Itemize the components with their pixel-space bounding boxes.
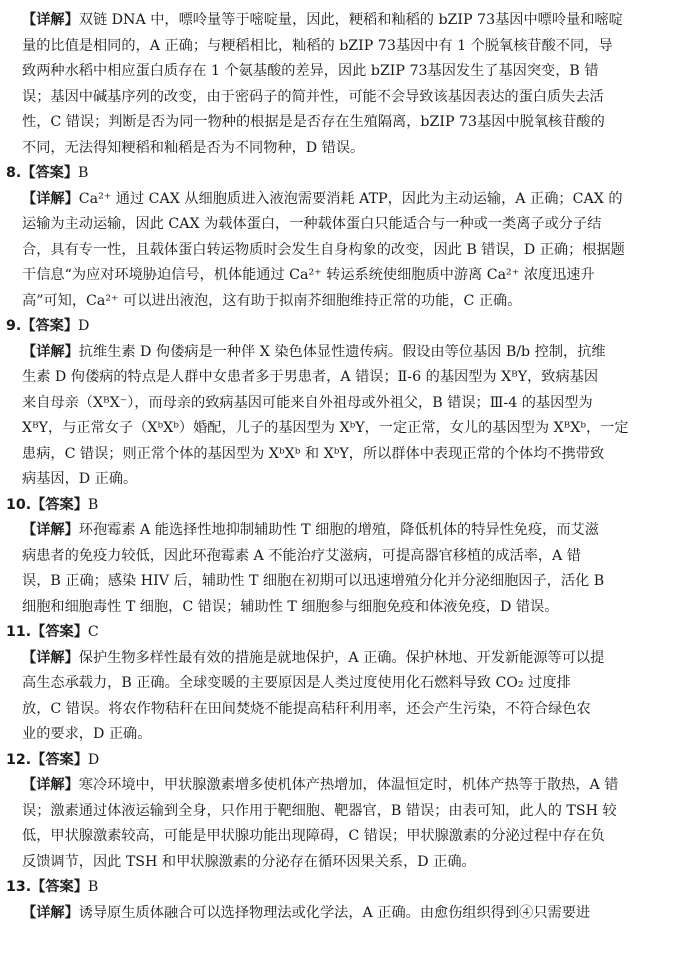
detail-label: 【详解】 — [22, 343, 79, 360]
explanation-line: 致两种水稻中相应蛋白质存在 1 个氨基酸的差异，因此 bZIP 73基因发生了基因突变，B 错 — [22, 63, 599, 79]
answer-line — [6, 622, 99, 642]
answer-label: 【答案】 — [31, 624, 88, 640]
question-number: 11. — [6, 624, 32, 640]
explanation-line: 误，B 正确；感染 HIV 后，辅助性 T 细胞在初期可以迅速增殖分化并分泌细胞因子，活化 B — [22, 573, 605, 589]
answer-label: 【答案】 — [31, 879, 88, 895]
explanation-line: 误；基因中碱基序列的改变，由于密码子的简并性，可能不会导致该基因表达的蛋白质失去活 — [22, 88, 604, 105]
answer-line — [6, 495, 98, 515]
explanation-line: 干信息“为应对环境胁迫信号，机体能通过 Ca²⁺ 转运系统使细胞质中游离 Ca²⁺ 浓度迅速升 — [22, 267, 595, 283]
answer-line — [6, 163, 88, 183]
explanation-line: 性，C 错误；判断是否为同一物种的根据是是否存在生殖隔离，bZIP 73基因中脱氧核苷酸的 — [22, 114, 605, 130]
answer-value: B — [87, 879, 99, 895]
explanation-line: 量的比值是相同的，A 正确；与粳稻相比，籼稻的 bZIP 73基因中有 1 个脱氧核苷酸不同，导 — [22, 37, 613, 54]
answer-value: D — [87, 751, 100, 768]
explanation-line: 【详解】诱导原生质体融合可以选择物理法或化学法，A 正确。由愈伤组织得到④只需要进 — [22, 904, 591, 921]
explanation-line: 细胞和细胞毒性 T 细胞，C 错误；辅助性 T 细胞参与细胞免疫和体液免疫，D 错误。 — [22, 598, 559, 615]
explanation-line: 【详解】Ca²⁺ 通过 CAX 从细胞质进入液泡需要消耗 ATP，因此为主动运输，A 正确；CAX 的 — [22, 190, 623, 207]
explanation-line: 低，甲状腺激素较高，可能是甲状腺功能出现障碍，C 错误；甲状腺激素的分泌过程中存在负 — [22, 828, 605, 844]
answer-line — [6, 877, 98, 897]
explanation-line: 【详解】抗维生素 D 佝偻病是一种伴 X 染色体显性遗传病。假设由等位基因 B/b 控制，抗维 — [22, 343, 606, 360]
answer-label: 【答案】 — [31, 751, 88, 768]
explanation-line: 病患者的免疫力较低，因此环孢霉素 A 不能治疗艾滋病，可提高器官移植的成活率，A 错 — [22, 547, 581, 564]
answer-value: D — [78, 318, 90, 334]
explanation-line: 【详解】寒冷环境中，甲状腺激素增多使机体产热增加，体温恒定时，机体产热等于散热，A 错 — [22, 777, 619, 793]
explanation-line: 放，C 错误。将农作物秸秆在田间焚烧不能提高秸秆利用率，还会产生污染，不符合绿色农 — [22, 700, 591, 717]
explanation-line: 来自母亲（XᴮX⁻），而母亲的致病基因可能来自外祖母或外祖父，B 错误；Ⅲ-4 的基因型为 — [22, 394, 593, 411]
detail-label: 【详解】 — [22, 904, 79, 921]
answer-line — [6, 750, 99, 770]
explanation-line: 生素 D 佝偻病的特点是人群中女患者多于男患者，A 错误；Ⅱ-6 的基因型为 XᴮY，致病基因 — [22, 369, 599, 385]
question-number: 10. — [6, 496, 32, 513]
detail-label: 【详解】 — [22, 649, 79, 666]
explanation-line: 病基因，D 正确。 — [22, 471, 138, 487]
explanation-line: 患病，C 错误；则正常个体的基因型为 XᵇXᵇ 和 XᵇY，所以群体中表现正常的个体均不携带致 — [22, 445, 605, 462]
question-number: 9. — [6, 318, 22, 334]
question-number: 12. — [6, 751, 32, 768]
question-number: 13. — [6, 879, 32, 895]
question-number: 8. — [6, 165, 22, 181]
explanation-line: 【详解】双链 DNA 中，嘌呤量等于嘧啶量，因此，粳稻和籼稻的 bZIP 73基因中嘌呤量和嘧啶 — [22, 12, 623, 28]
explanation-line: 【详解】环孢霉素 A 能选择性地抑制辅助性 T 细胞的增殖，降低机体的特异性免疫，而艾滋 — [22, 522, 599, 538]
explanation-line: 合，具有专一性，且载体蛋白转运物质时会发生自身构象的改变，因此 B 错误，D 正确；根据题 — [22, 241, 625, 258]
answer-label: 【答案】 — [21, 318, 79, 334]
answer-line — [6, 316, 89, 336]
detail-label: 【详解】 — [22, 777, 79, 793]
answer-value: B — [78, 165, 89, 181]
answer-label: 【答案】 — [21, 165, 79, 181]
explanation-line: 高”可知，Ca²⁺ 可以进出液泡，这有助于拟南芥细胞维持正常的功能，C 正确。 — [22, 292, 522, 309]
detail-label: 【详解】 — [22, 522, 79, 538]
explanation-line: 高生态承载力，B 正确。全球变暖的主要原因是人类过度使用化石燃料导致 CO₂ 过度排 — [22, 675, 571, 691]
detail-label: 【详解】 — [22, 12, 79, 28]
explanation-line: 不同，无法得知粳稻和籼稻是否为不同物种，D 错误。 — [22, 139, 365, 156]
explanation-line: 误；激素通过体液运输到全身，只作用于靶细胞、靶器官，B 错误；由表可知，此人的 TSH 较 — [22, 802, 617, 819]
explanation-line: 【详解】保护生物多样性最有效的措施是就地保护，A 正确。保护林地、开发新能源等可以提 — [22, 649, 605, 666]
explanation-line: 运输为主动运输，因此 CAX 为载体蛋白，一种载体蛋白只能适合与一种或一类离子或分子结 — [22, 216, 602, 232]
explanation-line: 业的要求，D 正确。 — [22, 726, 152, 742]
detail-label: 【详解】 — [22, 190, 79, 207]
explanation-line: 反馈调节，因此 TSH 和甲状腺激素的分泌存在循环因果关系，D 正确。 — [22, 853, 476, 870]
answer-value: C — [87, 624, 99, 640]
answer-value: B — [87, 496, 99, 513]
explanation-line: XᴮY，与正常女子（XᵇXᵇ）婚配，儿子的基因型为 XᵇY，一定正常，女儿的基因型为 XᴮXᵇ，一定 — [22, 420, 629, 436]
answer-label: 【答案】 — [31, 496, 88, 513]
